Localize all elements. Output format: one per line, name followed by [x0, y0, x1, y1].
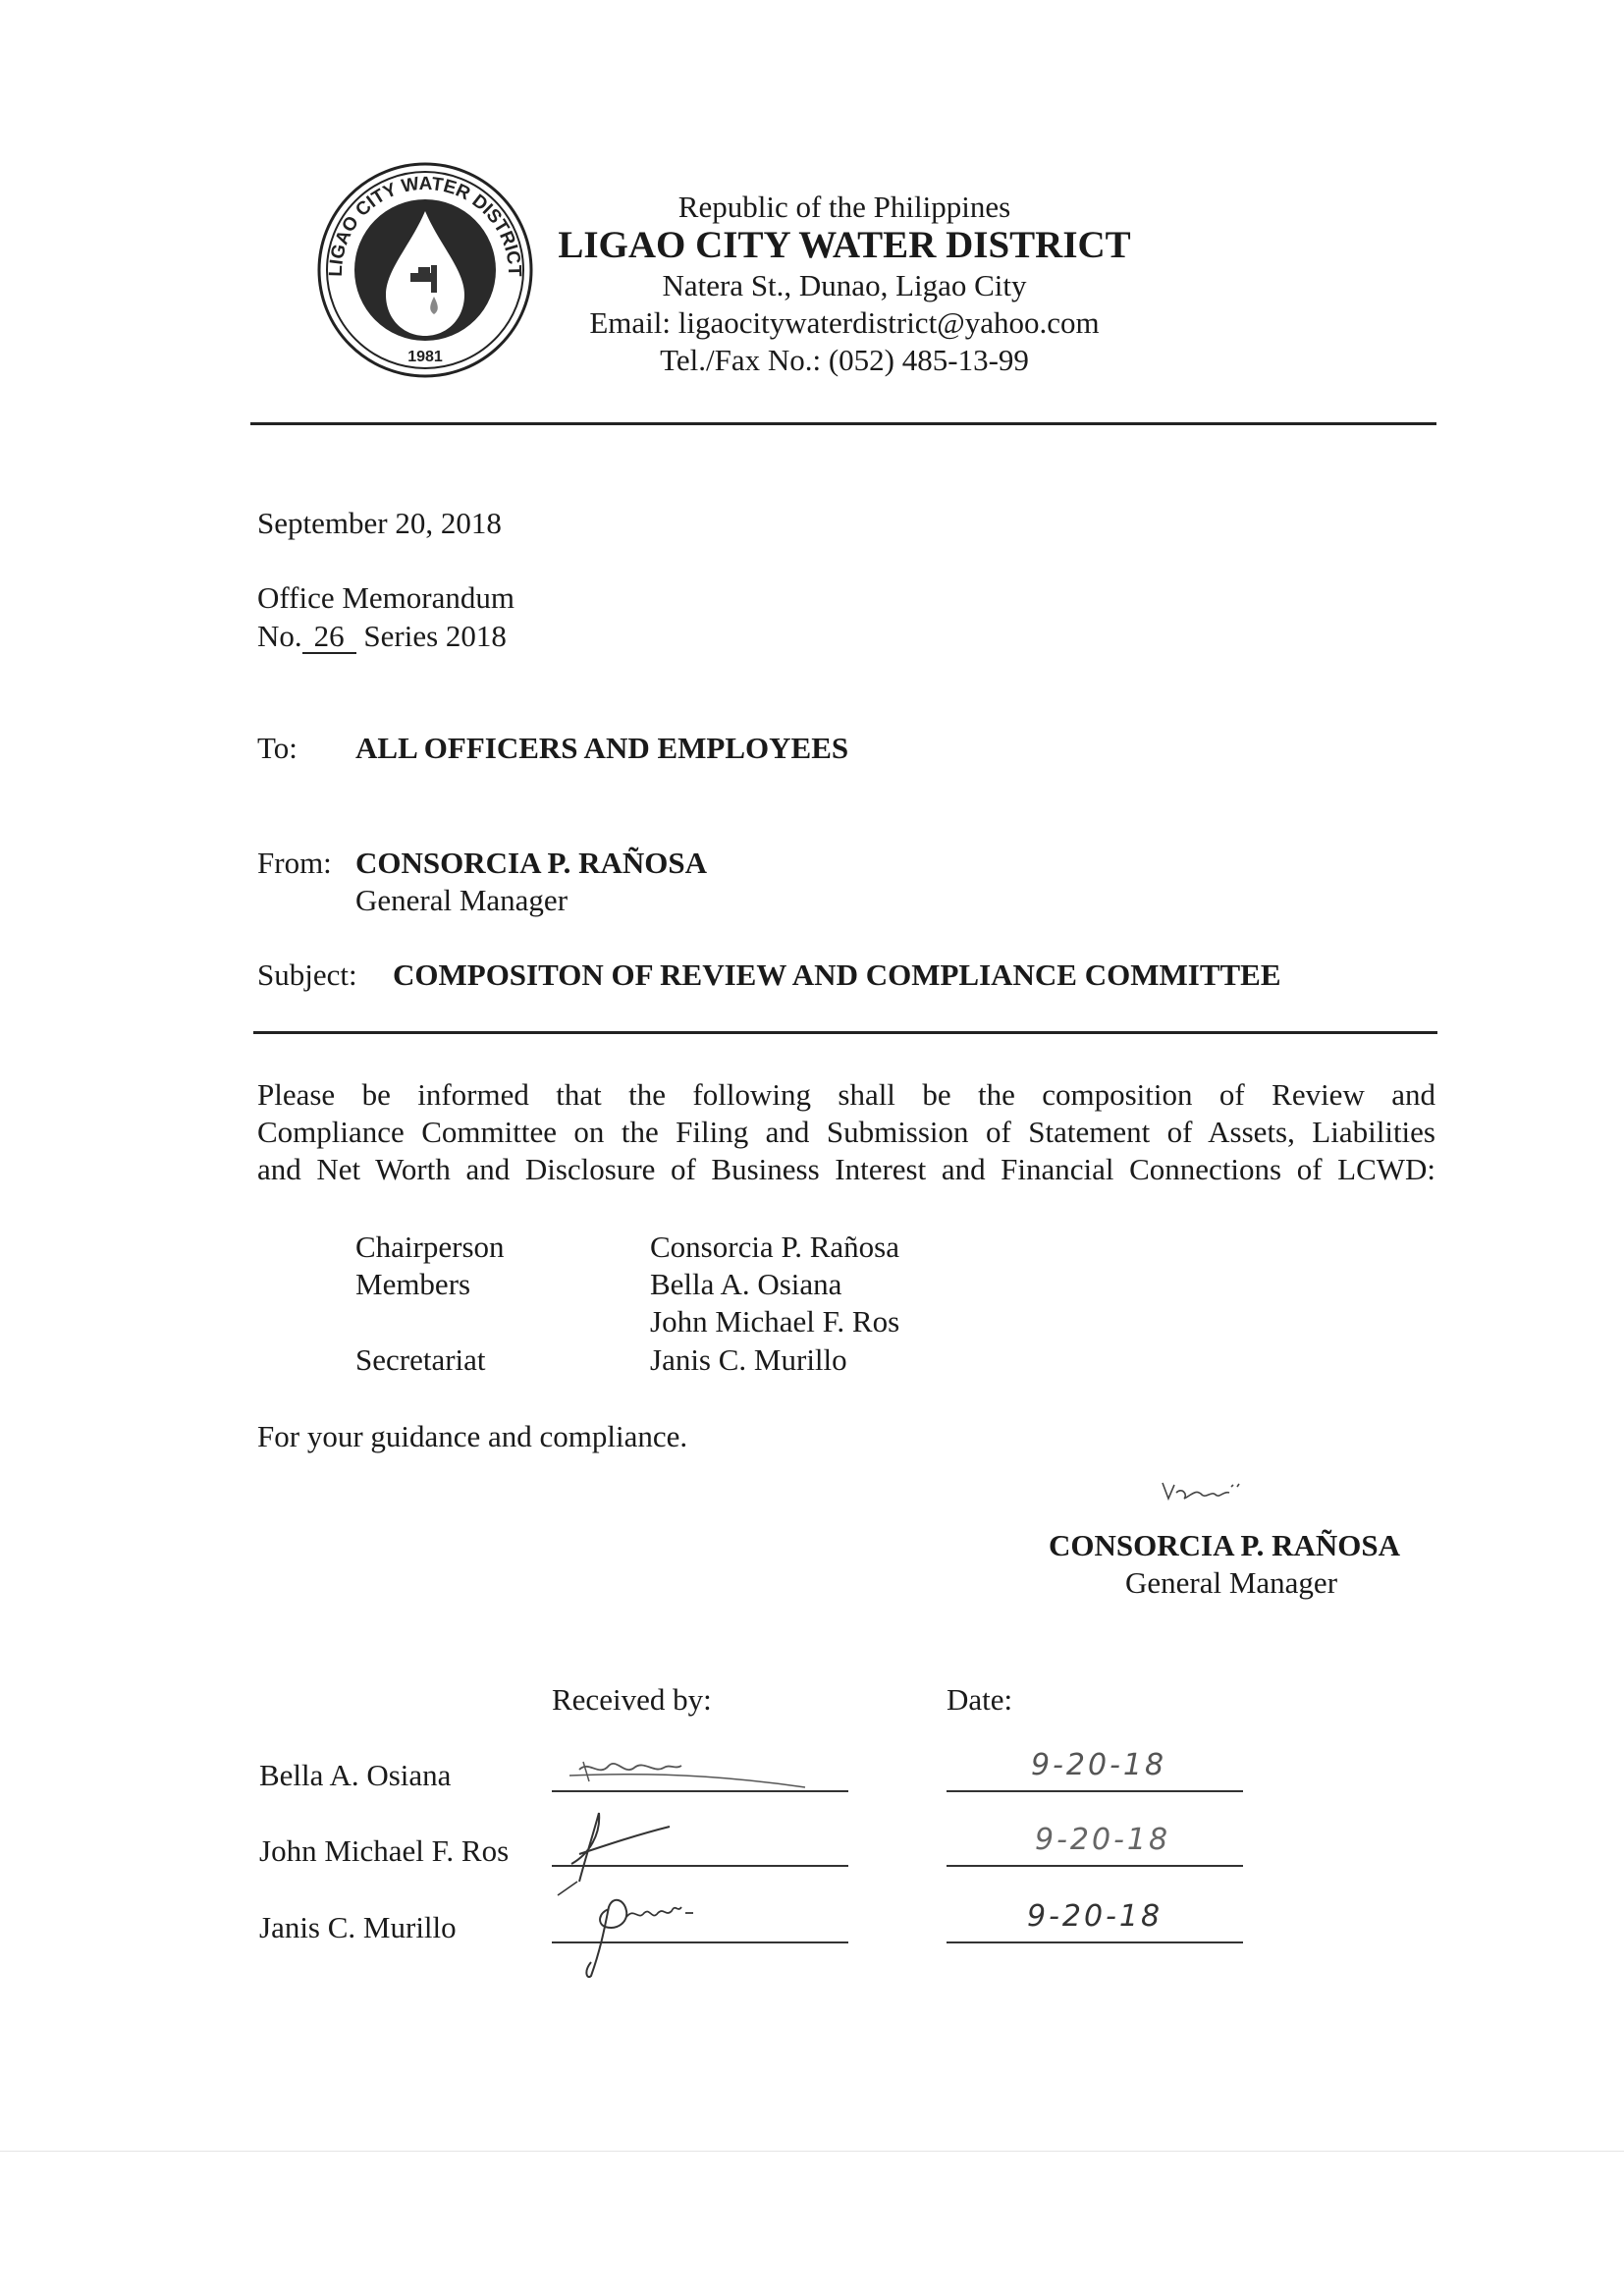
- subject-label: Subject:: [257, 957, 357, 992]
- date-label: Date:: [947, 1682, 1013, 1717]
- signatory-name: CONSORCIA P. RAÑOSA: [1049, 1528, 1400, 1562]
- closing-line: For your guidance and compliance.: [257, 1419, 688, 1453]
- committee-role: Members: [355, 1267, 471, 1301]
- committee-name: Consorcia P. Rañosa: [650, 1230, 900, 1264]
- handwritten-date: 9-20-18: [1035, 1823, 1171, 1857]
- from-title: General Manager: [355, 883, 568, 917]
- date-line: [947, 1865, 1243, 1867]
- paragraph-line: Compliance Committee on the Filing and Submission of Statement of Assets, Liabilities: [257, 1115, 1435, 1149]
- memo-date: September 20, 2018: [257, 506, 502, 540]
- date-line: [947, 1941, 1243, 1943]
- committee-role: Chairperson: [355, 1230, 505, 1264]
- water-district-seal-logo: [312, 157, 538, 383]
- committee-name: Bella A. Osiana: [650, 1267, 842, 1301]
- body-paragraph: [257, 1076, 1435, 1188]
- email-line: Email: ligaocitywaterdistrict@yahoo.com: [589, 305, 1100, 340]
- memo-number: 26: [302, 621, 356, 654]
- receipt-name: John Michael F. Ros: [259, 1833, 510, 1868]
- committee-name: John Michael F. Ros: [650, 1304, 900, 1339]
- from-label: From:: [257, 846, 332, 880]
- republic-line: Republic of the Philippines: [677, 190, 1011, 224]
- receipt-name: Janis C. Murillo: [259, 1910, 457, 1944]
- receipt-name: Bella A. Osiana: [259, 1758, 452, 1792]
- date-line: [947, 1790, 1243, 1792]
- scan-edge: [0, 2151, 1624, 2152]
- to-value: ALL OFFICERS AND EMPLOYEES: [355, 731, 849, 765]
- from-name: CONSORCIA P. RAÑOSA: [355, 846, 707, 880]
- paragraph-line: and Net Worth and Disclosure of Business Interest and Financial Connections of LCWD:: [257, 1152, 1435, 1186]
- memo-number-prefix: No.: [257, 619, 302, 653]
- handwritten-date: 9-20-18: [1027, 1899, 1164, 1934]
- committee-role: Secretariat: [355, 1342, 486, 1377]
- telfax-line: Tel./Fax No.: (052) 485-13-99: [660, 343, 1029, 377]
- header-divider: [250, 422, 1436, 425]
- paragraph-line: Please be informed that the following shall be the composition of Review and: [257, 1077, 1435, 1112]
- subject-divider: [253, 1031, 1437, 1034]
- signatory-title: General Manager: [1125, 1565, 1338, 1600]
- address-line: Natera St., Dunao, Ligao City: [662, 268, 1027, 302]
- memo-type: Office Memorandum: [257, 580, 514, 615]
- subject-value: COMPOSITON OF REVIEW AND COMPLIANCE COMMITTEE: [393, 957, 1281, 992]
- to-label: To:: [257, 731, 298, 765]
- memo-series: Series 2018: [363, 619, 507, 653]
- organization-name: LIGAO CITY WATER DISTRICT: [558, 224, 1131, 266]
- osiana-signature: [560, 1748, 815, 1797]
- memo-number-line: [257, 618, 507, 655]
- murillo-signature: [569, 1878, 736, 1986]
- received-by-label: Received by:: [552, 1682, 712, 1717]
- manager-signature: [1159, 1471, 1247, 1510]
- committee-name: Janis C. Murillo: [650, 1342, 847, 1377]
- handwritten-date: 9-20-18: [1031, 1748, 1167, 1782]
- seal-text: LIGAO CITY WATER DISTRICT: [325, 173, 525, 277]
- seal-year: 1981: [407, 349, 443, 365]
